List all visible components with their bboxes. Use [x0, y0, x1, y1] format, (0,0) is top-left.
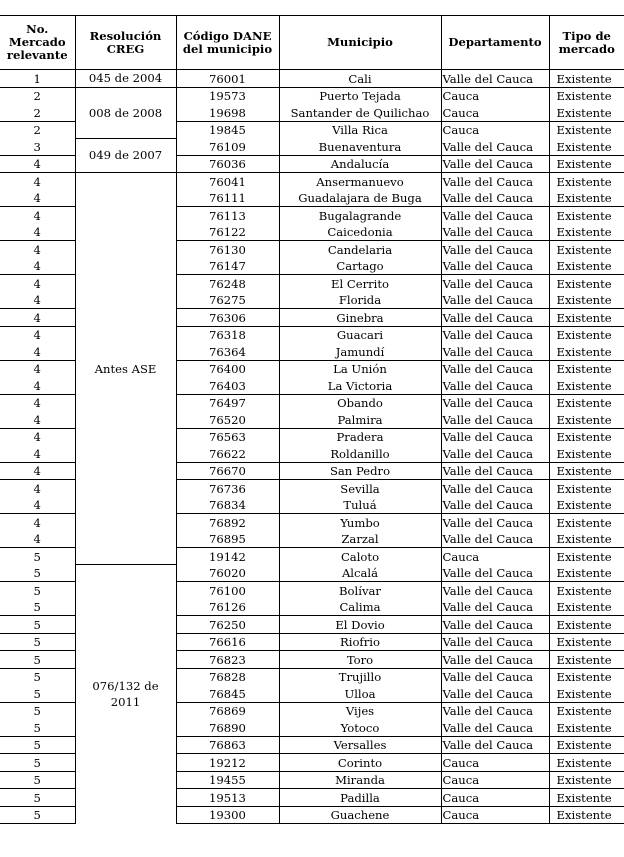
cell-tipo-mercado: Existente [549, 668, 624, 685]
cell-mercado-no: 5 [0, 633, 75, 651]
cell-codigo-dane: 76563 [176, 428, 279, 445]
cell-municipio: Calima [279, 599, 441, 616]
cell-resolucion: 076/132 de 2011 [75, 565, 176, 824]
cell-departamento: Valle del Cauca [441, 651, 549, 669]
cell-departamento: Valle del Cauca [441, 275, 549, 292]
cell-departamento: Valle del Cauca [441, 377, 549, 394]
cell-tipo-mercado: Existente [549, 480, 624, 497]
cell-tipo-mercado: Existente [549, 394, 624, 411]
cell-codigo-dane: 19845 [176, 121, 279, 138]
cell-mercado-no: 2 [0, 121, 75, 138]
cell-tipo-mercado: Existente [549, 789, 624, 807]
table-row [0, 173, 624, 190]
cell-mercado-no: 4 [33, 259, 41, 273]
cell-tipo-mercado: Existente [549, 702, 624, 719]
cell-mercado-no: 5 [0, 548, 75, 565]
cell-departamento: Valle del Cauca [441, 309, 549, 327]
cell-mercado-no: 4 [0, 241, 75, 258]
header-departamento: Departamento [441, 16, 549, 70]
cell-mercado-no: 5 [0, 754, 75, 772]
cell-municipio: Cartago [279, 258, 441, 275]
cell-municipio: El Dovio [279, 616, 441, 634]
cell-municipio: Pradera [279, 428, 441, 445]
cell-departamento: Valle del Cauca [441, 138, 549, 155]
cell-municipio: Ansermanuevo [279, 173, 441, 190]
cell-tipo-mercado: Existente [549, 719, 624, 736]
cell-mercado-no: 4 [33, 225, 41, 239]
cell-mercado-no: 3 [33, 139, 41, 154]
cell-departamento: Valle del Cauca [441, 224, 549, 241]
cell-mercado-no: 4 [0, 480, 75, 497]
cell-departamento: Cauca [441, 771, 549, 789]
cell-departamento: Cauca [441, 806, 549, 824]
cell-codigo-dane: 76670 [176, 462, 279, 480]
cell-municipio: Tuluá [279, 497, 441, 514]
cell-mercado-no: 4 [0, 326, 75, 343]
cell-municipio: El Cerrito [279, 275, 441, 292]
cell-codigo-dane: 76828 [176, 668, 279, 685]
cell-mercado-no: 5 [0, 789, 75, 807]
cell-municipio: Bugalagrande [279, 207, 441, 224]
table-row [0, 138, 624, 155]
cell-mercado-no: 4 [0, 207, 75, 224]
cell-codigo-dane: 76041 [176, 173, 279, 190]
cell-departamento: Cauca [441, 121, 549, 138]
cell-municipio: Caicedonia [279, 224, 441, 241]
cell-codigo-dane: 76520 [176, 411, 279, 428]
cell-tipo-mercado: Existente [549, 514, 624, 531]
cell-municipio: Bolívar [279, 582, 441, 599]
cell-tipo-mercado: Existente [549, 428, 624, 445]
cell-departamento: Valle del Cauca [441, 428, 549, 445]
cell-municipio: Zarzal [279, 531, 441, 548]
cell-resolucion: 045 de 2004 [75, 70, 176, 88]
table-row [0, 87, 624, 104]
cell-departamento: Cauca [441, 104, 549, 121]
cell-municipio: Obando [279, 394, 441, 411]
cell-tipo-mercado: Existente [549, 445, 624, 462]
cell-tipo-mercado: Existente [549, 190, 624, 207]
cell-codigo-dane: 76250 [176, 616, 279, 634]
cell-departamento: Valle del Cauca [441, 394, 549, 411]
cell-tipo-mercado: Existente [549, 633, 624, 651]
cell-tipo-mercado: Existente [549, 497, 624, 514]
cell-codigo-dane: 76126 [176, 599, 279, 616]
cell-tipo-mercado: Existente [549, 754, 624, 772]
cell-departamento: Cauca [441, 87, 549, 104]
cell-departamento: Valle del Cauca [441, 70, 549, 88]
cell-departamento: Valle del Cauca [441, 633, 549, 651]
market-table [0, 15, 624, 824]
cell-departamento: Valle del Cauca [441, 411, 549, 428]
table-body [0, 70, 624, 824]
cell-codigo-dane: 76863 [176, 736, 279, 754]
cell-mercado-no: 5 [0, 736, 75, 754]
cell-tipo-mercado: Existente [549, 70, 624, 88]
cell-municipio: Versalles [279, 736, 441, 754]
cell-municipio: Florida [279, 292, 441, 309]
cell-municipio: Guadalajara de Buga [279, 190, 441, 207]
cell-tipo-mercado: Existente [549, 651, 624, 669]
cell-tipo-mercado: Existente [549, 360, 624, 377]
cell-mercado-no: 2 [0, 87, 75, 104]
cell-municipio: Roldanillo [279, 445, 441, 462]
cell-tipo-mercado: Existente [549, 565, 624, 582]
cell-tipo-mercado: Existente [549, 173, 624, 190]
header-no-mercado: No. Mercado relevante [0, 16, 75, 70]
header-municipio: Municipio [279, 16, 441, 70]
cell-municipio: Jamundí [279, 343, 441, 360]
cell-codigo-dane: 76400 [176, 360, 279, 377]
cell-departamento: Valle del Cauca [441, 480, 549, 497]
cell-codigo-dane: 76892 [176, 514, 279, 531]
cell-mercado-no: 4 [0, 155, 75, 173]
cell-codigo-dane: 76834 [176, 497, 279, 514]
cell-codigo-dane: 19455 [176, 771, 279, 789]
cell-codigo-dane: 76130 [176, 241, 279, 258]
cell-mercado-no: 5 [0, 582, 75, 599]
cell-municipio: Villa Rica [279, 121, 441, 138]
cell-departamento: Cauca [441, 754, 549, 772]
cell-departamento: Valle del Cauca [441, 241, 549, 258]
cell-tipo-mercado: Existente [549, 736, 624, 754]
cell-municipio: Santander de Quilichao [279, 104, 441, 121]
cell-mercado-no: 4 [0, 275, 75, 292]
cell-tipo-mercado: Existente [549, 343, 624, 360]
cell-tipo-mercado: Existente [549, 548, 624, 565]
cell-municipio: Riofrio [279, 633, 441, 651]
cell-municipio: Guacari [279, 326, 441, 343]
cell-departamento: Cauca [441, 548, 549, 565]
header-tipo-mercado: Tipo de mercado [549, 16, 624, 70]
cell-tipo-mercado: Existente [549, 138, 624, 155]
header-row [0, 16, 624, 70]
cell-codigo-dane: 76147 [176, 258, 279, 275]
cell-mercado-no: 4 [33, 344, 41, 359]
cell-codigo-dane: 76890 [176, 719, 279, 736]
cell-codigo-dane: 76497 [176, 394, 279, 411]
cell-municipio: Guachene [279, 806, 441, 824]
cell-codigo-dane: 76275 [176, 292, 279, 309]
cell-municipio: Yotoco [279, 719, 441, 736]
cell-departamento: Valle del Cauca [441, 173, 549, 190]
cell-mercado-no: 4 [0, 428, 75, 445]
cell-tipo-mercado: Existente [549, 292, 624, 309]
cell-codigo-dane: 76895 [176, 531, 279, 548]
cell-tipo-mercado: Existente [549, 87, 624, 104]
cell-codigo-dane: 76306 [176, 309, 279, 327]
cell-municipio: La Unión [279, 360, 441, 377]
cell-mercado-no: 5 [33, 686, 41, 701]
cell-mercado-no: 5 [0, 651, 75, 669]
cell-tipo-mercado: Existente [549, 155, 624, 173]
cell-mercado-no: 2 [33, 105, 41, 120]
cell-mercado-no: 4 [0, 462, 75, 480]
cell-codigo-dane: 76403 [176, 377, 279, 394]
cell-mercado-no: 4 [33, 446, 41, 461]
cell-mercado-no: 5 [0, 616, 75, 634]
cell-codigo-dane: 76111 [176, 190, 279, 207]
cell-mercado-no: 5 [0, 806, 75, 824]
cell-codigo-dane: 76113 [176, 207, 279, 224]
cell-departamento: Valle del Cauca [441, 155, 549, 173]
cell-tipo-mercado: Existente [549, 771, 624, 789]
cell-tipo-mercado: Existente [549, 309, 624, 327]
cell-municipio: Alcalá [279, 565, 441, 582]
cell-municipio: Toro [279, 651, 441, 669]
cell-departamento: Valle del Cauca [441, 736, 549, 754]
cell-mercado-no: 5 [0, 702, 75, 719]
cell-mercado-no: 4 [0, 173, 75, 190]
cell-departamento: Valle del Cauca [441, 207, 549, 224]
cell-departamento: Valle del Cauca [441, 668, 549, 685]
cell-codigo-dane: 76736 [176, 480, 279, 497]
cell-tipo-mercado: Existente [549, 326, 624, 343]
cell-municipio: Palmira [279, 411, 441, 428]
cell-codigo-dane: 19573 [176, 87, 279, 104]
cell-tipo-mercado: Existente [549, 275, 624, 292]
cell-mercado-no: 4 [33, 532, 41, 546]
cell-departamento: Valle del Cauca [441, 582, 549, 599]
cell-tipo-mercado: Existente [549, 685, 624, 702]
cell-departamento: Valle del Cauca [441, 514, 549, 531]
cell-departamento: Valle del Cauca [441, 462, 549, 480]
cell-tipo-mercado: Existente [549, 104, 624, 121]
cell-codigo-dane: 76036 [176, 155, 279, 173]
cell-mercado-no: 5 [0, 668, 75, 685]
cell-municipio: Caloto [279, 548, 441, 565]
cell-codigo-dane: 76122 [176, 224, 279, 241]
cell-departamento: Valle del Cauca [441, 360, 549, 377]
cell-tipo-mercado: Existente [549, 462, 624, 480]
cell-municipio: Corinto [279, 754, 441, 772]
cell-codigo-dane: 76109 [176, 138, 279, 155]
cell-codigo-dane: 76616 [176, 633, 279, 651]
cell-tipo-mercado: Existente [549, 258, 624, 275]
cell-mercado-no: 5 [33, 720, 41, 735]
table-header [0, 16, 624, 70]
cell-codigo-dane: 19142 [176, 548, 279, 565]
cell-tipo-mercado: Existente [549, 806, 624, 824]
cell-tipo-mercado: Existente [549, 531, 624, 548]
cell-mercado-no: 4 [33, 378, 41, 393]
cell-mercado-no: 4 [33, 412, 41, 427]
cell-mercado-no: 4 [0, 394, 75, 411]
market-table-container [0, 15, 624, 824]
cell-municipio: San Pedro [279, 462, 441, 480]
cell-departamento: Valle del Cauca [441, 343, 549, 360]
cell-codigo-dane: 76845 [176, 685, 279, 702]
cell-tipo-mercado: Existente [549, 616, 624, 634]
cell-departamento: Valle del Cauca [441, 292, 549, 309]
cell-municipio: Cali [279, 70, 441, 88]
cell-municipio: Yumbo [279, 514, 441, 531]
cell-codigo-dane: 76318 [176, 326, 279, 343]
cell-codigo-dane: 76622 [176, 445, 279, 462]
cell-codigo-dane: 19513 [176, 789, 279, 807]
cell-municipio: La Victoria [279, 377, 441, 394]
cell-mercado-no: 4 [0, 309, 75, 327]
cell-tipo-mercado: Existente [549, 121, 624, 138]
cell-municipio: Ginebra [279, 309, 441, 327]
cell-departamento: Valle del Cauca [441, 685, 549, 702]
cell-mercado-no: 4 [33, 191, 41, 205]
header-resolucion: Resolución CREG [75, 16, 176, 70]
cell-municipio: Candelaria [279, 241, 441, 258]
cell-departamento: Valle del Cauca [441, 445, 549, 462]
table-row [0, 70, 624, 88]
table-row [0, 565, 624, 582]
cell-departamento: Valle del Cauca [441, 616, 549, 634]
cell-resolucion: 008 de 2008 [75, 87, 176, 138]
cell-departamento: Valle del Cauca [441, 258, 549, 275]
cell-departamento: Valle del Cauca [441, 599, 549, 616]
cell-departamento: Valle del Cauca [441, 497, 549, 514]
cell-departamento: Valle del Cauca [441, 190, 549, 207]
cell-departamento: Valle del Cauca [441, 531, 549, 548]
cell-tipo-mercado: Existente [549, 224, 624, 241]
cell-mercado-no: 4 [33, 293, 41, 307]
cell-codigo-dane: 76001 [176, 70, 279, 88]
cell-tipo-mercado: Existente [549, 599, 624, 616]
cell-municipio: Ulloa [279, 685, 441, 702]
cell-mercado-no: 5 [33, 600, 41, 614]
cell-mercado-no: 4 [0, 360, 75, 377]
cell-departamento: Cauca [441, 789, 549, 807]
cell-tipo-mercado: Existente [549, 411, 624, 428]
cell-tipo-mercado: Existente [549, 582, 624, 599]
cell-mercado-no: 1 [0, 70, 75, 88]
header-codigo-dane: Código DANE del municipio [176, 16, 279, 70]
cell-mercado-no: 4 [0, 514, 75, 531]
cell-codigo-dane: 76364 [176, 343, 279, 360]
cell-codigo-dane: 76869 [176, 702, 279, 719]
cell-municipio: Miranda [279, 771, 441, 789]
cell-municipio: Buenaventura [279, 138, 441, 155]
cell-municipio: Sevilla [279, 480, 441, 497]
cell-departamento: Valle del Cauca [441, 719, 549, 736]
cell-codigo-dane: 19698 [176, 104, 279, 121]
cell-codigo-dane: 76823 [176, 651, 279, 669]
cell-resolucion: Antes ASE [75, 173, 176, 565]
cell-departamento: Valle del Cauca [441, 565, 549, 582]
cell-tipo-mercado: Existente [549, 241, 624, 258]
cell-municipio: Andalucía [279, 155, 441, 173]
cell-mercado-no: 4 [33, 498, 41, 512]
cell-codigo-dane: 76020 [176, 565, 279, 582]
cell-resolucion: 049 de 2007 [75, 138, 176, 173]
cell-codigo-dane: 19300 [176, 806, 279, 824]
cell-mercado-no: 5 [0, 771, 75, 789]
cell-municipio: Padilla [279, 789, 441, 807]
cell-tipo-mercado: Existente [549, 207, 624, 224]
cell-codigo-dane: 19212 [176, 754, 279, 772]
cell-tipo-mercado: Existente [549, 377, 624, 394]
cell-departamento: Valle del Cauca [441, 702, 549, 719]
cell-mercado-no: 5 [33, 566, 41, 580]
cell-departamento: Valle del Cauca [441, 326, 549, 343]
cell-municipio: Trujillo [279, 668, 441, 685]
cell-municipio: Vijes [279, 702, 441, 719]
cell-codigo-dane: 76248 [176, 275, 279, 292]
cell-codigo-dane: 76100 [176, 582, 279, 599]
cell-municipio: Puerto Tejada [279, 87, 441, 104]
